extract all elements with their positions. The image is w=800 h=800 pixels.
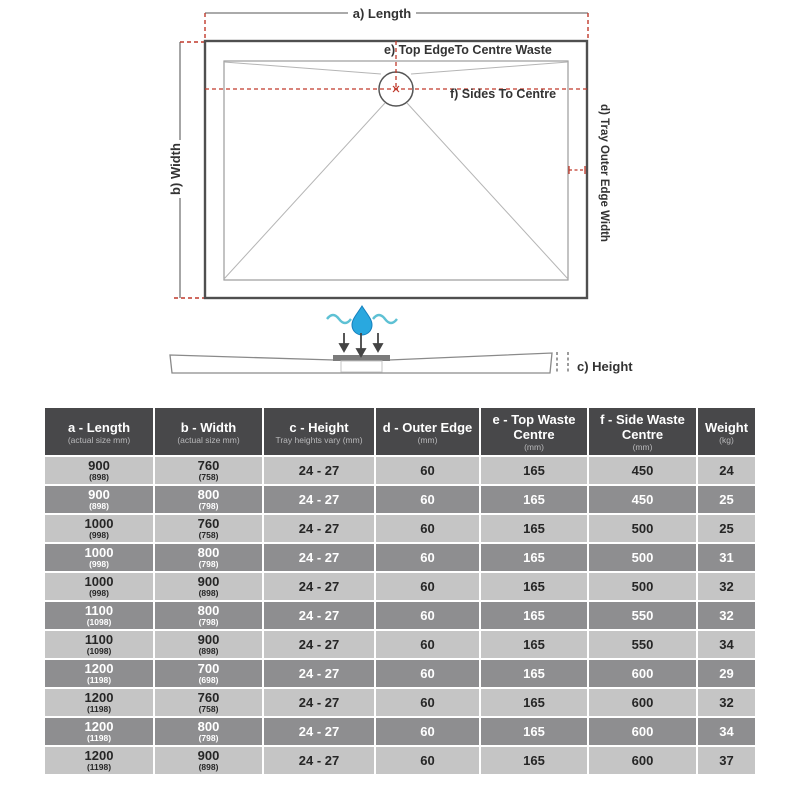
spec-table: [45, 408, 755, 774]
table-cell: 900 (898): [154, 746, 263, 774]
col-header-height: c - Height Tray heights vary (mm): [263, 408, 375, 456]
table-cell: 450: [588, 485, 697, 514]
table-cell: 24 - 27: [263, 601, 375, 630]
table-row: [45, 485, 755, 514]
table-cell: 165: [480, 485, 588, 514]
table-cell: 800 (798): [154, 543, 263, 572]
flow-arrows-icon: [340, 333, 382, 356]
sides-to-centre-label: f) Sides To Centre: [450, 87, 557, 101]
table-cell: 60: [375, 630, 480, 659]
table-cell: 29: [697, 659, 755, 688]
col-header-outer-edge: d - Outer Edge (mm): [375, 408, 480, 456]
table-cell: 800 (798): [154, 601, 263, 630]
table-cell: 31: [697, 543, 755, 572]
table-cell: 800 (798): [154, 485, 263, 514]
water-drop-icon: [352, 306, 372, 335]
col-header-side-waste-centre: f - Side Waste Centre (mm): [588, 408, 697, 456]
table-cell: 60: [375, 717, 480, 746]
table-cell: 600: [588, 659, 697, 688]
table-cell: 165: [480, 572, 588, 601]
table-cell: 60: [375, 543, 480, 572]
table-cell: 24 - 27: [263, 514, 375, 543]
table-cell: 32: [697, 572, 755, 601]
table-cell: 760 (758): [154, 688, 263, 717]
table-cell: 500: [588, 572, 697, 601]
table-cell: 600: [588, 717, 697, 746]
table-cell: 165: [480, 746, 588, 774]
table-row: [45, 543, 755, 572]
wave-lines-icon: [327, 315, 351, 323]
table-cell: 60: [375, 514, 480, 543]
width-label: b) Width: [168, 143, 183, 195]
table-cell: 760 (758): [154, 456, 263, 485]
spec-table-body: [45, 456, 755, 774]
table-row: [45, 688, 755, 717]
table-cell: 24 - 27: [263, 543, 375, 572]
table-cell: 60: [375, 601, 480, 630]
table-row: [45, 717, 755, 746]
table-cell: 760 (758): [154, 514, 263, 543]
table-row: [45, 572, 755, 601]
table-cell: 900 (898): [45, 485, 154, 514]
table-cell: 500: [588, 514, 697, 543]
table-cell: 34: [697, 630, 755, 659]
table-cell: 24 - 27: [263, 717, 375, 746]
table-cell: 1200 (1198): [45, 746, 154, 774]
table-cell: 165: [480, 659, 588, 688]
table-cell: 165: [480, 601, 588, 630]
table-cell: 24 - 27: [263, 746, 375, 774]
table-cell: 600: [588, 688, 697, 717]
table-cell: 32: [697, 601, 755, 630]
table-cell: 24 - 27: [263, 630, 375, 659]
table-row: [45, 456, 755, 485]
table-cell: 165: [480, 543, 588, 572]
col-header-weight: Weight (kg): [697, 408, 755, 456]
table-cell: 1200 (1198): [45, 717, 154, 746]
table-cell: 900 (898): [154, 630, 263, 659]
height-label: c) Height: [577, 359, 633, 374]
table-cell: 60: [375, 456, 480, 485]
table-cell: 900 (898): [45, 456, 154, 485]
table-cell: 165: [480, 688, 588, 717]
table-cell: 165: [480, 717, 588, 746]
table-row: [45, 601, 755, 630]
table-cell: 24 - 27: [263, 688, 375, 717]
table-cell: 25: [697, 514, 755, 543]
table-cell: 1000 (998): [45, 543, 154, 572]
table-cell: 24 - 27: [263, 456, 375, 485]
table-cell: 60: [375, 746, 480, 774]
table-row: [45, 630, 755, 659]
table-cell: 700 (698): [154, 659, 263, 688]
table-row: [45, 659, 755, 688]
table-cell: 60: [375, 659, 480, 688]
top-waste-label: e) Top EdgeTo Centre Waste: [384, 43, 552, 57]
table-cell: 800 (798): [154, 717, 263, 746]
table-cell: 550: [588, 601, 697, 630]
spec-table-container: [45, 408, 755, 774]
table-cell: 900 (898): [154, 572, 263, 601]
wave-lines-icon: [373, 315, 397, 323]
col-header-length: a - Length (actual size mm): [45, 408, 154, 456]
table-cell: 1100 (1098): [45, 601, 154, 630]
table-cell: 1000 (998): [45, 572, 154, 601]
table-cell: 24 - 27: [263, 572, 375, 601]
col-header-width: b - Width (actual size mm): [154, 408, 263, 456]
table-cell: 1000 (998): [45, 514, 154, 543]
table-cell: 600: [588, 746, 697, 774]
table-cell: 25: [697, 485, 755, 514]
table-row: [45, 514, 755, 543]
col-header-top-waste-centre: e - Top Waste Centre (mm): [480, 408, 588, 456]
table-cell: 450: [588, 456, 697, 485]
table-cell: 60: [375, 485, 480, 514]
table-cell: 60: [375, 572, 480, 601]
table-cell: 1200 (1198): [45, 659, 154, 688]
table-row: [45, 746, 755, 774]
table-cell: 1100 (1098): [45, 630, 154, 659]
table-cell: 37: [697, 746, 755, 774]
length-label: a) Length: [352, 6, 412, 21]
waste-trap-notch: [341, 361, 382, 372]
table-cell: 165: [480, 514, 588, 543]
table-cell: 24 - 27: [263, 659, 375, 688]
table-cell: 34: [697, 717, 755, 746]
outer-edge-width-label: d) Tray Outer Edge Width: [598, 104, 610, 242]
table-cell: 60: [375, 688, 480, 717]
table-cell: 1200 (1198): [45, 688, 154, 717]
table-cell: 550: [588, 630, 697, 659]
table-cell: 500: [588, 543, 697, 572]
table-cell: 165: [480, 630, 588, 659]
table-cell: 165: [480, 456, 588, 485]
table-cell: 32: [697, 688, 755, 717]
table-cell: 24: [697, 456, 755, 485]
table-header-row: [45, 408, 755, 456]
table-cell: 24 - 27: [263, 485, 375, 514]
